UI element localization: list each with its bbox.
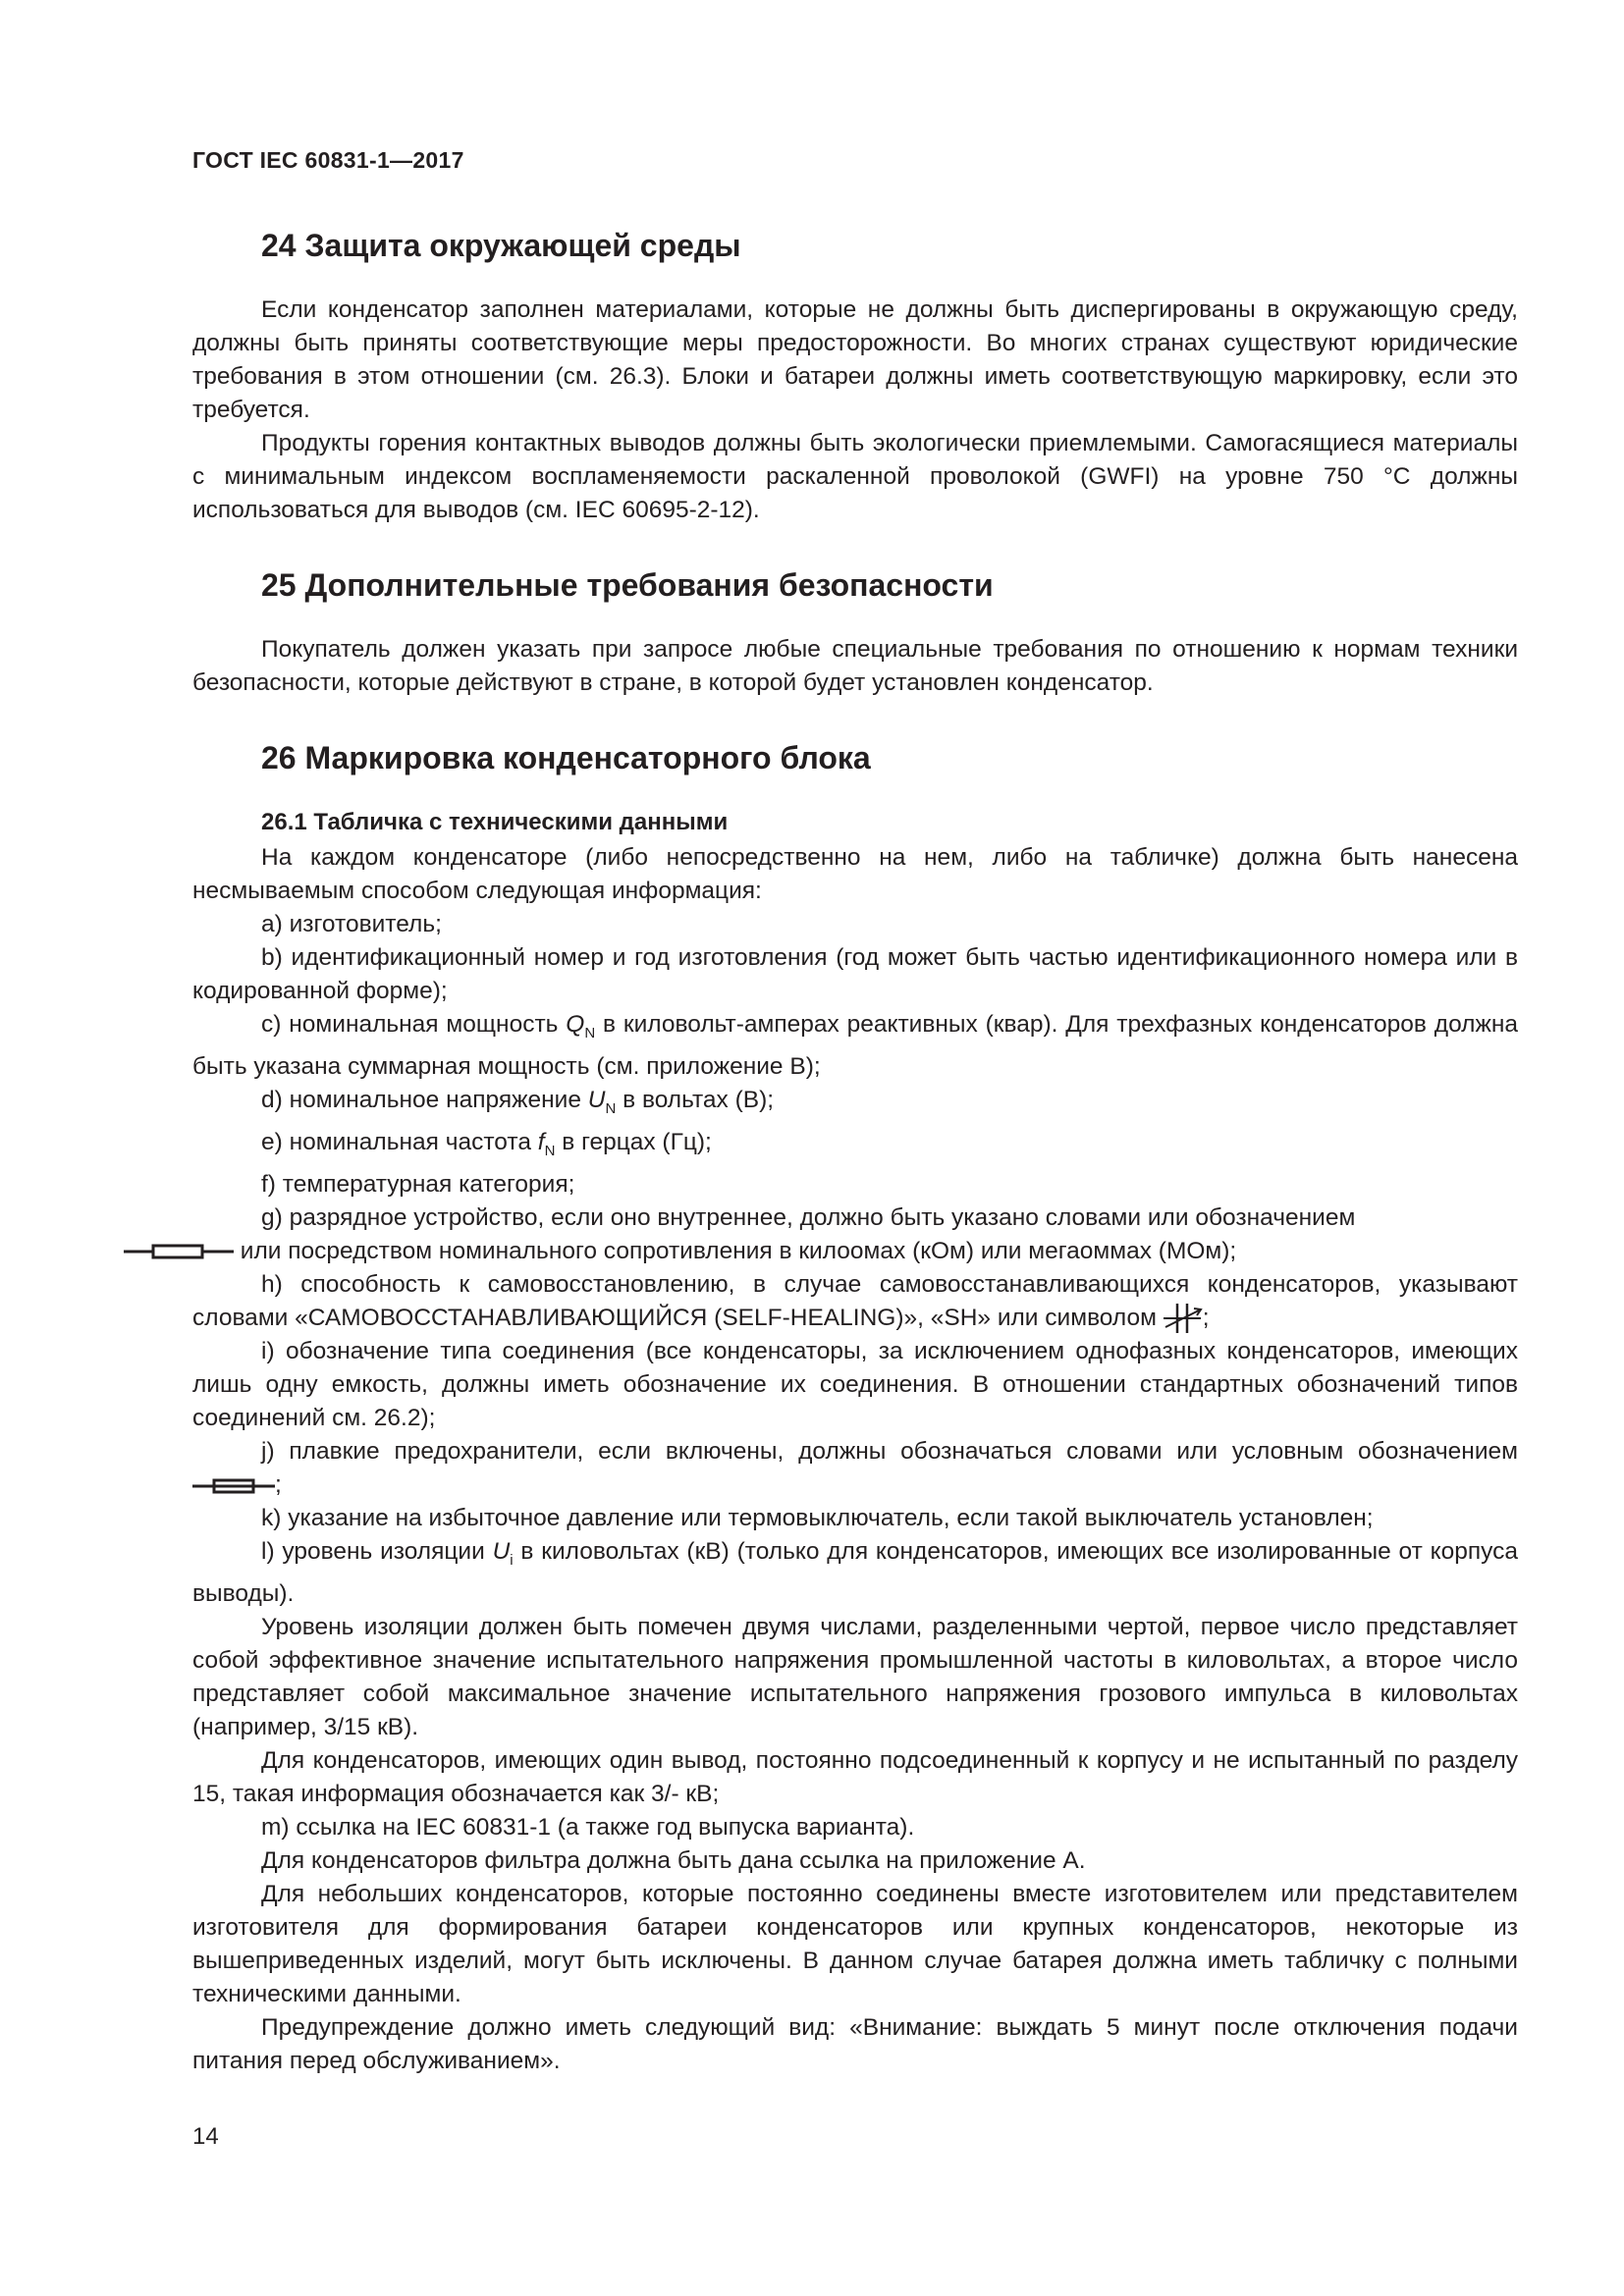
list-item-h: h) способность к самовосстановлению, в случае самовосстанавливающихся конденсаторов, указывают словами «САМОВОССТАНАВЛИВАЮЩИЙСЯ (SELF-HEALING)», «SH» или символом ;: [192, 1268, 1518, 1336]
section-25-title: 25 Дополнительные требования безопасности: [261, 567, 994, 603]
paragraph-small-capacitors: Для небольших конденсаторов, которые постоянно соединены вместе изготовителем или представителем изготовителя для формирования батареи конденсаторов или крупных конденсаторов, некоторые из вышеприведенных изделий, могут быть исключены. В данном случае батарея должна иметь табличку с полными техническими данными.: [192, 1881, 1518, 2008]
list-item-f: f) температурная категория;: [261, 1170, 575, 1198]
list-item-a: a) изготовитель;: [261, 911, 442, 937]
list-item-j: j) плавкие предохранители, если включены, должны обозначаться словами или условным обозначением ;: [192, 1435, 1518, 1502]
section-24-paragraph: Продукты горения контактных выводов должны быть экологически приемлемыми. Самогасящиеся материалы с минимальным индексом воспламеняемости раскаленной проволокой (GWFI) на уровне 750 °C должны использоваться для выводов (см. IEC 60695-2-12).: [192, 430, 1518, 523]
document-header: ГОСТ IEC 60831-1—2017: [192, 147, 464, 173]
paragraph-filter: Для конденсаторов фильтра должна быть дана ссылка на приложение А.: [261, 1847, 1086, 1875]
list-item-g: g) разрядное устройство, если оно внутреннее, должно быть указано словами или обозначением или посредством номинального сопротивления в килоомах (кОм) или мегаоммах (МОм);: [192, 1201, 1518, 1268]
list-item-i: i) обозначение типа соединения (все конденсаторы, за исключением однофазных конденсаторов, имеющих лишь одну емкость, должны иметь обозначение их соединения. В отношении стандартных обозначений типов соединений см. 26.2);: [192, 1338, 1518, 1432]
fuse-symbol-icon: [192, 1477, 275, 1495]
section-26: [192, 739, 1518, 2078]
list-item-l: l) уровень изоляции $U_i$ в киловольтах (кВ) (только для конденсаторов, имеющих все изолированные от корпуса выводы).: [192, 1538, 1519, 1608]
section-25-paragraph: Покупатель должен указать при запросе любые специальные требования по отношению к нормам техники безопасности, которые действуют в стране, в которой будет установлен конденсатор.: [192, 636, 1518, 696]
page-number: 14: [192, 2123, 219, 2150]
section-26-title: 26 Маркировка конденсаторного блока: [261, 740, 871, 775]
list-item-d: d) номинальное напряжение $U_N$ в вольтах (В);: [261, 1086, 775, 1117]
section-24-title: 24 Защита окружающей среды: [261, 228, 741, 263]
list-item-k: k) указание на избыточное давление или термовыключатель, если такой выключатель установлен;: [261, 1505, 1374, 1532]
discharge-resistor-symbol-icon: [124, 1243, 234, 1260]
list-item-b: b) идентификационный номер и год изготовления (год может быть частью идентификационного номера или в кодированной форме);: [192, 944, 1518, 1004]
paragraph-insulation-level: Уровень изоляции должен быть помечен двумя числами, разделенными чертой, первое число представляет собой эффективное значение испытательного напряжения промышленной частоты в киловольтах, а второе число представляет собой максимальное значение испытательного напряжения грозового импульса в киловольтах (например, 3/15 кВ).: [192, 1614, 1518, 1741]
list-item-c: c) номинальная мощность $Q_N$ в киловольт-амперах реактивных (квар). Для трехфазных конденсаторов должна быть указана суммарная мощность (см. приложение B);: [192, 1011, 1519, 1080]
paragraph-warning: Предупреждение должно иметь следующий вид: «Внимание: выждать 5 минут после отключения подачи питания перед обслуживанием».: [192, 2014, 1518, 2075]
self-healing-symbol-icon: [1164, 1302, 1203, 1335]
section-25: [192, 566, 1518, 700]
paragraph-single-terminal: Для конденсаторов, имеющих один вывод, постоянно подсоединенный к корпусу и не испытанный по разделу 15, такая информация обозначается как 3/- кВ;: [192, 1747, 1518, 1808]
section-24-paragraph: Если конденсатор заполнен материалами, которые не должны быть диспергированы в окружающую среду, должны быть приняты соответствующие меры предосторожности. Во многих странах существуют юридические требования в этом отношении (см. 26.3). Блоки и батареи должны иметь соответствующую маркировку, если это требуется.: [192, 296, 1518, 423]
document-page: [192, 147, 1518, 2078]
list-item-m: m) ссылка на IEC 60831-1 (а также год выпуска варианта).: [261, 1814, 915, 1842]
subsection-26-1-title: 26.1 Табличка с техническими данными: [261, 809, 729, 835]
paragraph-intro: На каждом конденсаторе (либо непосредственно на нем, либо на табличке) должна быть нанесена несмываемым способом следующая информация:: [192, 844, 1518, 904]
list-item-e: e) номинальная частота $f_N$ в герцах (Гц);: [261, 1128, 712, 1159]
section-24: [192, 227, 1518, 527]
